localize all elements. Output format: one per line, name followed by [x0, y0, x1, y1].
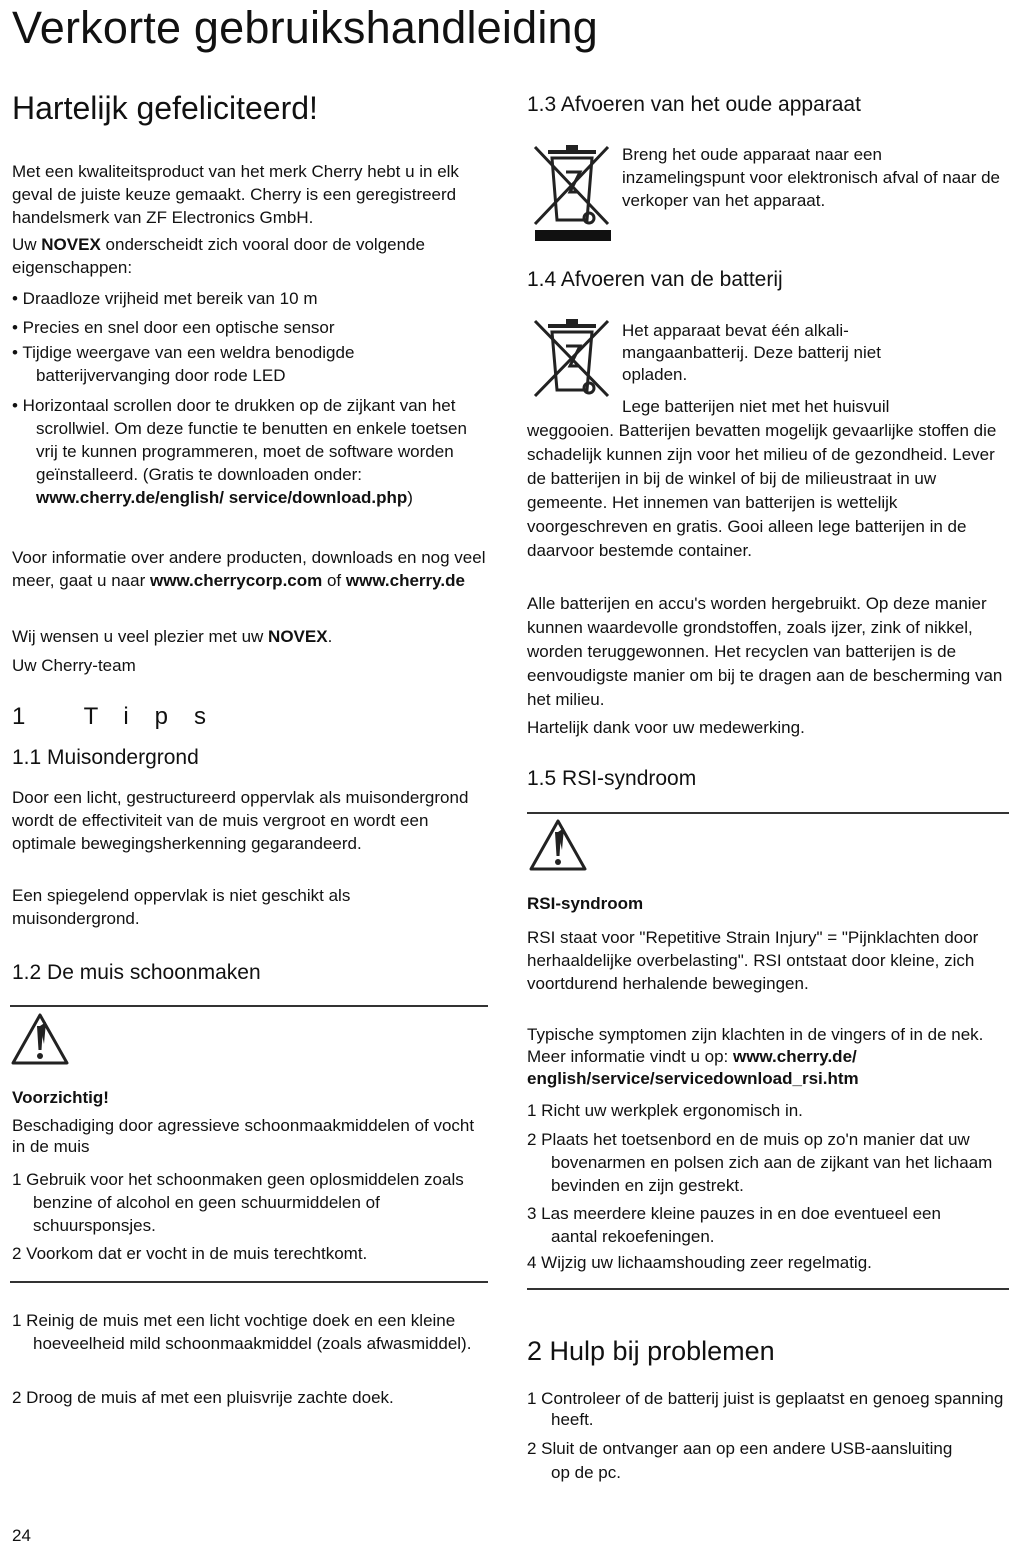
feature-bullet-1: • Draadloze vrijheid met bereik van 10 m	[12, 289, 318, 308]
section-1-4-text-1: Het apparaat bevat één alkali-mangaanbatterij. Deze batterij niet opladen.	[622, 321, 881, 384]
brand-novex-2: NOVEX	[268, 627, 328, 646]
help-item-2: 2 Sluit de ontvanger aan op een andere USB-aansluiting op de pc.	[527, 1439, 953, 1482]
caution-text: Beschadiging door agressieve schoonmaakmiddelen of vocht in de muis	[12, 1116, 475, 1156]
rsi-item-2: 2 Plaats het toetsenbord en de muis op zo'n manier dat uw bovenarmen en polsen zich aan de zijkant van het lichaam bevinden en zijn gestrekt.	[527, 1130, 993, 1195]
warning-top-rule	[10, 1005, 488, 1007]
warning-triangle-icon	[10, 1012, 70, 1066]
warning-bottom-rule	[10, 1281, 488, 1283]
rsi-item-3: 3 Las meerdere kleine pauzes in en doe eventueel een aantal rekoefeningen.	[527, 1204, 941, 1246]
caution-item-1: 1 Gebruik voor het schoonmaken geen oplosmiddelen zoals benzine of alcohol en geen schuurmiddelen of schuursponsjes.	[12, 1170, 464, 1235]
intro-paragraph-2: Uw NOVEX onderscheidt zich vooral door de volgende eigenschappen:	[12, 235, 425, 277]
section-1-3-text: Breng het oude apparaat naar een inzamelingspunt voor elektronisch afval of naar de verkoper van het apparaat.	[622, 145, 1000, 210]
section-1-3-heading: 1.3 Afvoeren van het oude apparaat	[527, 93, 861, 116]
section-1-4-text-2a: Lege batterijen niet met het huisvuil	[622, 397, 890, 416]
feature-bullet-4: • Horizontaal scrollen door te drukken op de zijkant van het scrollwiel. Om deze functie te benutten en enkele toetsen vrij te kunnen programmeren, moet de software worden geïnstalleerd. (Gratis te downloaden onder: www.cherry.de/english/ service/download.php)	[12, 396, 467, 507]
page-number: 24	[12, 1526, 31, 1545]
rsi-paragraph-1: RSI staat voor "Repetitive Strain Injury" = "Pijnklachten door herhaaldelijke overbelasting". RSI ontstaat door kleine, zich voortdurend herhalende bewegingen.	[527, 928, 979, 993]
brand-novex: NOVEX	[41, 235, 101, 254]
caution-item-2: 2 Voorkom dat er vocht in de muis terechtkomt.	[12, 1244, 368, 1263]
rsi-paragraph-2: Typische symptomen zijn klachten in de vingers of in de nek. Meer informatie vindt u op: www.cherry.de/ english/service/servicedownload_rsi.htm	[527, 1025, 984, 1088]
section-1-4-thanks: Hartelijk dank voor uw medewerking.	[527, 718, 805, 737]
feature-bullet-2: • Precies en snel door een optische sensor	[12, 318, 335, 337]
rsi-bottom-rule	[527, 1288, 1009, 1290]
section-1-4-text-2b: weggooien. Batterijen bevatten mogelijk gevaarlijke stoffen die schadelijk kunnen zijn voor het milieu of de gezondheid. Lever de batterijen in bij de winkel of bij de milieustraat in uw gemeente. Het innemen van batterijen is wettelijk voorgeschreven en gratis. Gooi alleen lege batterijen in de daarvoor bestemde container.	[527, 421, 997, 560]
intro-signature: Uw Cherry-team	[12, 656, 136, 675]
section-1-4-heading: 1.4 Afvoeren van de batterij	[527, 268, 783, 291]
cleaning-step-1: 1 Reinig de muis met een licht vochtige doek en een kleine hoeveelheid mild schoonmaakmiddel (zoals afwasmiddel).	[12, 1311, 472, 1353]
page-title: Verkorte gebruikshandleiding	[12, 2, 598, 53]
rsi-item-1: 1 Richt uw werkplek ergonomisch in.	[527, 1101, 803, 1120]
download-link[interactable]: www.cherry.de/english/ service/download.php	[36, 488, 408, 507]
intro-paragraph-1: Met een kwaliteitsproduct van het merk Cherry hebt u in elk geval de juiste keuze gemaakt. Cherry is een geregistreerd handelsmerk van ZF Electronics GmbH.	[12, 162, 459, 227]
section-1-1-heading: 1.1 Muisondergrond	[12, 746, 199, 769]
crossed-battery-bin-icon	[530, 316, 612, 398]
section-1-1-paragraph-1: Door een licht, gestructureerd oppervlak als muisondergrond wordt de effectiviteit van de muis vergroot en wordt een optimale bewegingsherkenning gegarandeerd.	[12, 788, 469, 853]
rsi-item-4: 4 Wijzig uw lichaamshouding zeer regelmatig.	[527, 1253, 872, 1272]
rsi-label: RSI-syndroom	[527, 894, 644, 913]
feature-bullet-3: • Tijdige weergave van een weldra benodigde batterijvervanging door rode LED	[12, 343, 355, 385]
intro-paragraph-4: Wij wensen u veel plezier met uw NOVEX.	[12, 627, 333, 646]
rsi-warning-triangle-icon	[528, 818, 588, 872]
caution-label: Voorzichtig!	[12, 1088, 109, 1107]
intro-heading: Hartelijk gefeliciteerd!	[12, 90, 318, 126]
help-item-1: 1 Controleer of de batterij juist is geplaatst en genoeg spanning heeft.	[527, 1389, 1004, 1429]
section-1-2-heading: 1.2 De muis schoonmaken	[12, 961, 261, 984]
section-1-5-heading: 1.5 RSI-syndroom	[527, 767, 697, 790]
rsi-info-link[interactable]: www.cherry.de/ english/service/servicedownload_rsi.htm	[527, 1047, 859, 1088]
intro-paragraph-3: Voor informatie over andere producten, downloads en nog veel meer, gaat u naar www.cherrycorp.com of www.cherry.de	[12, 548, 486, 590]
cleaning-step-2: 2 Droog de muis af met een pluisvrije zachte doek.	[12, 1388, 394, 1407]
help-heading: 2 Hulp bij problemen	[527, 1336, 775, 1366]
cherry-link[interactable]: www.cherry.de	[345, 571, 465, 590]
rsi-top-rule	[527, 812, 1009, 814]
section-1-4-text-3: Alle batterijen en accu's worden hergebruikt. Op deze manier kunnen waardevolle grondstoffen, zoals ijzer, zink of nikkel, worden teruggewonnen. Het recyclen van batterijen is de eenvoudigste manier om bij te dragen aan de bescherming van het milieu.	[527, 594, 1003, 709]
section-1-1-paragraph-2: Een spiegelend oppervlak is niet geschikt als muisondergrond.	[12, 886, 351, 928]
cherrycorp-link[interactable]: www.cherrycorp.com	[149, 571, 323, 590]
tips-heading: 1 Tips	[12, 703, 233, 730]
crossed-bin-icon	[530, 142, 612, 242]
